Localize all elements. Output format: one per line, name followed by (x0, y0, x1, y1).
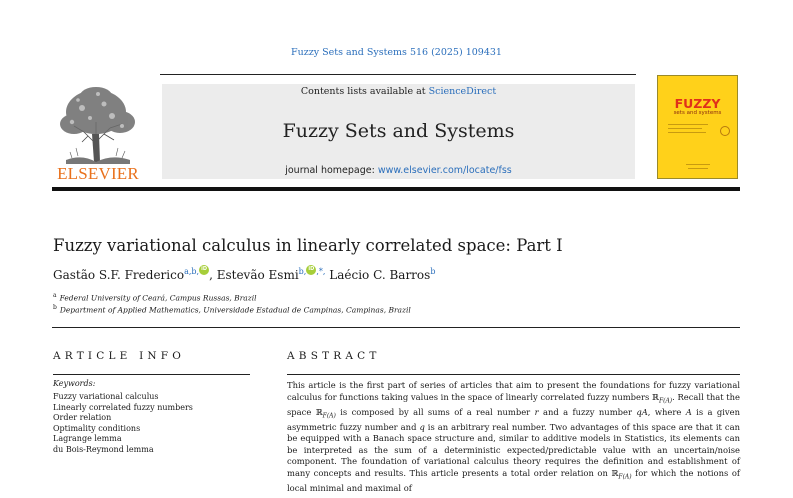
author-affiliation-ref[interactable]: b, (298, 267, 307, 276)
orcid-icon[interactable]: iD (306, 265, 316, 275)
abstract-body (287, 380, 740, 495)
cover-title: FUZZY (674, 96, 721, 111)
author-suffix: , (209, 268, 213, 282)
abstract-paragraph: This article is the first part of series of articles that aim to present the foundations for fuzzy variational calculus for functions taking values in the space of linearly correlated fuzzy numbers ℝ$_{F(A)}$. Recall that the space ℝ$_{F(A)}$ is composed by all sums of a real number r and a fuzzy number qA, where A is a given asymmetric fuzzy number and q is an arbitrary real number. Two advantages of this space are that it can be equipped with a Banach space structure and, similar to additive models in Statistics, its elements can be interpreted as the sum of a deterministic expected/predictable value with an uncertain/noise component. The foundation of variational calculus theory requires the definition and establishment of many concepts and results. This article presents a total order relation on ℝ$_{F(A)}$ for which the notions of local minimal and maximal of (287, 380, 741, 494)
author-name[interactable]: Estevão Esmi (216, 268, 299, 282)
header-rule (160, 74, 636, 75)
affiliation-text: Department of Applied Mathematics, Universidade Estadual de Campinas, Campinas, Brazil (59, 305, 411, 315)
section-rule (52, 327, 740, 328)
cover-line (668, 124, 708, 125)
header-thick-rule (52, 187, 740, 191)
corresponding-author-mark[interactable]: ,*, (316, 267, 326, 276)
journal-banner (162, 84, 635, 179)
keywords-list (53, 392, 193, 456)
journal-homepage (162, 165, 635, 176)
affiliation-text: Federal University of Ceará, Campus Russas, Brazil (59, 293, 257, 303)
journal-name[interactable]: Fuzzy Sets and Systems (282, 120, 515, 142)
author-name[interactable]: Laécio C. Barros (329, 268, 431, 282)
homepage-link[interactable]: www.elsevier.com/locate/fss (377, 165, 512, 176)
orcid-icon[interactable]: iD (199, 265, 209, 275)
contents-prefix: Contents lists available at (300, 86, 426, 97)
keyword-item: Linearly correlated fuzzy numbers (53, 402, 193, 412)
affiliation-key: a (53, 292, 57, 299)
author-list (53, 265, 435, 282)
article-title: Fuzzy variational calculus in linearly correlated space: Part I (53, 236, 563, 255)
keyword-item: du Bois-Reymond lemma (53, 444, 154, 454)
homepage-prefix: journal homepage: (285, 165, 375, 176)
cover-line (686, 164, 710, 165)
author-name[interactable]: Gastão S.F. Frederico (53, 268, 185, 282)
journal-cover-thumbnail[interactable] (657, 75, 738, 179)
article-info-heading: ARTICLE INFO (53, 350, 186, 362)
affiliation-key: b (53, 304, 57, 311)
cover-line (668, 128, 702, 129)
abstract-rule (287, 374, 740, 375)
sciencedirect-link[interactable]: ScienceDirect (428, 86, 497, 97)
author-affiliation-ref[interactable]: a,b, (184, 267, 200, 276)
cover-subtitle: sets and systems (673, 110, 722, 116)
cover-line (688, 168, 708, 169)
keyword-item: Lagrange lemma (53, 434, 122, 444)
cover-emblem-icon (720, 126, 730, 136)
keyword-item: Optimality conditions (53, 423, 141, 433)
contents-available (162, 86, 635, 97)
abstract-heading: ABSTRACT (287, 350, 381, 362)
author-affiliation-ref[interactable]: b (430, 267, 436, 276)
keyword-item: Fuzzy variational calculus (53, 392, 159, 401)
keyword-item: Order relation (53, 413, 112, 423)
journal-reference[interactable]: Fuzzy Sets and Systems 516 (2025) 109431 (291, 47, 502, 58)
elsevier-wordmark[interactable]: ELSEVIER (57, 164, 139, 183)
affiliation-b (53, 304, 411, 315)
article-info-rule (53, 374, 250, 375)
affiliation-a (53, 292, 257, 303)
cover-line (668, 132, 706, 133)
keywords-label: Keywords: (53, 379, 96, 388)
